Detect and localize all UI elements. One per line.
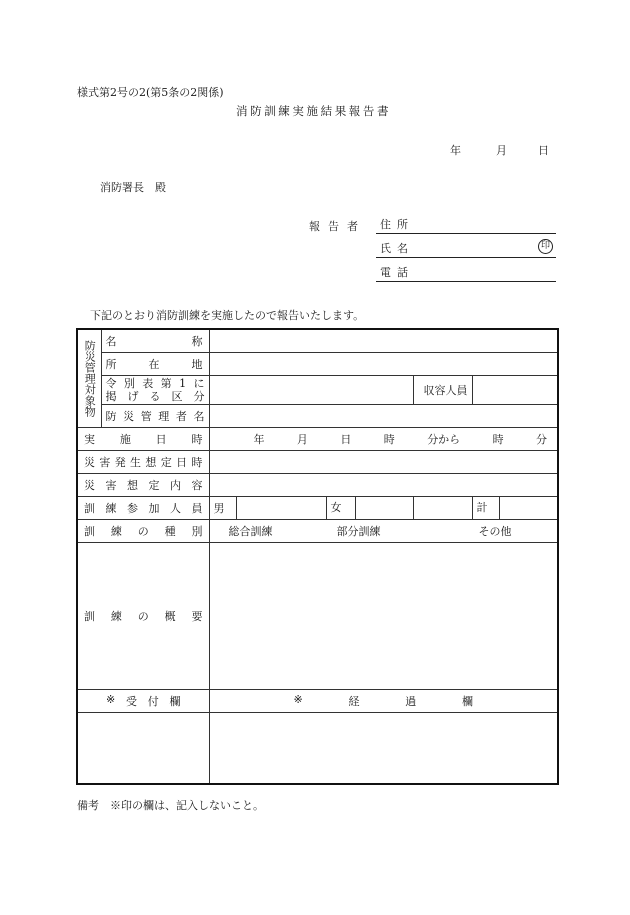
date-day: 日: [538, 144, 549, 157]
label-disaster-content: 災 害 想 定 内 容: [77, 474, 209, 497]
report-date: [450, 142, 549, 158]
value-location[interactable]: [209, 353, 558, 376]
label-female: 女: [326, 497, 413, 520]
type-other: その他: [478, 525, 512, 538]
type-all: 総合訓練: [228, 525, 273, 538]
label-progress: ※ 経 過 欄: [209, 690, 558, 713]
phone-label: 電話: [380, 266, 414, 279]
address-label: 住所: [380, 218, 414, 231]
label-manager: 防 災 管 理 者 名: [101, 405, 209, 428]
report-table: [76, 328, 559, 785]
value-overview[interactable]: [209, 543, 558, 690]
label-overview: 訓 練 の 概 要: [77, 543, 209, 690]
intro-text: 下記のとおり消防訓練を実施したので報告いたします。: [90, 309, 365, 322]
name-field[interactable]: [376, 239, 556, 258]
value-manager[interactable]: [209, 405, 558, 428]
label-name: 名 称: [101, 329, 209, 353]
value-disaster-time[interactable]: [209, 451, 558, 474]
value-reception[interactable]: [77, 713, 209, 785]
value-exec-date[interactable]: 年 月 日 時 分から 時 分: [209, 428, 558, 451]
label-capacity: 収 容 人 員: [413, 376, 472, 405]
address-field[interactable]: [376, 215, 556, 234]
value-name[interactable]: [209, 329, 558, 353]
value-male[interactable]: [236, 497, 326, 520]
value-disaster-content[interactable]: [209, 474, 558, 497]
label-training-type: 訓 練 の 種 別: [77, 520, 209, 543]
label-disaster-time: 災 害 発 生 想 定 日 時: [77, 451, 209, 474]
label-reception: ※ 受 付 欄: [77, 690, 209, 713]
addressee: 消防署長 殿: [100, 181, 166, 194]
label-participants: 訓 練 参 加 人 員: [77, 497, 209, 520]
remark: 備考 ※印の欄は、記入しないこと。: [77, 799, 264, 812]
date-month: 月: [496, 144, 507, 157]
label-male: 男: [209, 497, 236, 520]
document-title: 消防訓練実施結果報告書: [236, 104, 392, 118]
form-id: 様式第2号の2(第5条の2関係): [77, 86, 224, 99]
label-location: 所 在 地: [101, 353, 209, 376]
type-partial: 部分訓練: [336, 525, 381, 538]
seal-icon: 印: [538, 239, 553, 254]
label-exec-date: 実 施 日 時: [77, 428, 209, 451]
label-category: 令 別 表 第 1 に 掲 げ る 区 分: [101, 376, 209, 405]
total-cell: 計: [472, 497, 558, 520]
value-progress[interactable]: [209, 713, 558, 785]
reporter-label: 報告者: [309, 220, 366, 233]
date-year: 年: [450, 144, 461, 157]
group-label: 防災管理対象物: [77, 329, 101, 428]
phone-field[interactable]: [376, 263, 556, 282]
name-label: 氏名: [380, 242, 414, 255]
value-capacity[interactable]: [472, 376, 558, 405]
value-training-type[interactable]: [209, 520, 558, 543]
value-category[interactable]: [209, 376, 413, 405]
value-female[interactable]: [413, 497, 472, 520]
